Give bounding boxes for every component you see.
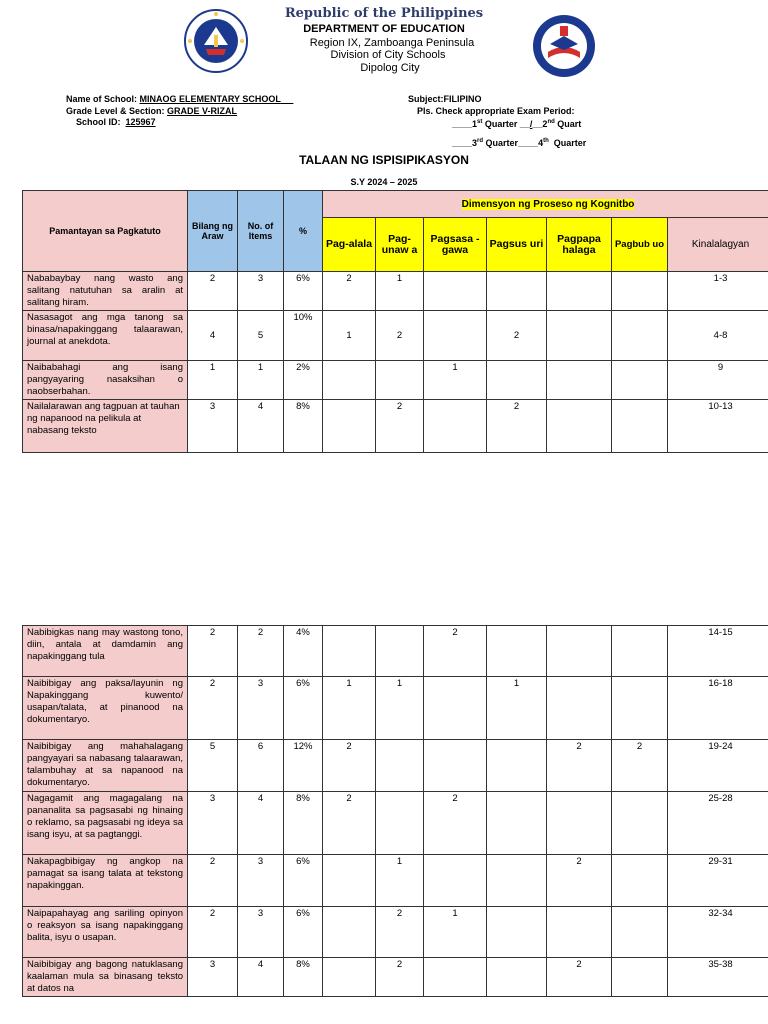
competency-cell: Nababaybay nang wasto ang salitang natutuhan sa aralin at salitang hiram. [23,272,188,311]
level-cell: 2 [376,311,424,361]
placement-cell: 16-18 [668,677,768,740]
placement-cell: 25-28 [668,792,768,855]
grade-section-value: GRADE V-RIZAL [167,106,238,116]
days-cell: 3 [188,792,238,855]
placement-cell: 32-34 [668,907,768,958]
percent-cell: 10% [284,311,323,361]
percent-cell: 6% [284,907,323,958]
level-cell: 1 [376,272,424,311]
header-level: Pagsasa -gawa [424,218,487,272]
header-level: Pag-unaw a [376,218,424,272]
header-percent: % [284,191,323,272]
level-cell: 2 [424,626,487,677]
competency-cell: Nagagamit ang magagalang na pananalita sa pagsasabi ng hinaing o reklamo, sa pagsasabi ng ideya sa isang isyu, at sa pagtanggi. [23,792,188,855]
level-cell: 1 [424,907,487,958]
tos-table-bottom [22,625,768,997]
table-row [23,907,768,958]
percent-cell: 12% [284,740,323,792]
level-cell: 2 [424,792,487,855]
competency-cell: Naipapahayag ang sariling opinyon o reaksyon sa isang napakinggang balita, isyu o usapan. [23,907,188,958]
level-cell: 2 [323,792,376,855]
region-line: Region IX, Zamboanga Peninsula [309,37,475,49]
level-cell [323,361,376,400]
school-name-value: MINAOG ELEMENTARY SCHOOL [139,94,281,104]
items-cell: 3 [238,677,284,740]
table-row [23,740,768,792]
days-cell: 2 [188,907,238,958]
header-days: Bilang ng Araw [188,191,238,272]
level-cell [612,272,668,311]
quarter-checklist-row2: ____3rd Quarter____4th Quarter [452,138,587,148]
level-cell [612,907,668,958]
level-cell [547,272,612,311]
level-cell [547,361,612,400]
days-cell: 1 [188,361,238,400]
level-cell: 1 [376,855,424,907]
level-cell [612,792,668,855]
percent-cell: 2% [284,361,323,400]
level-cell: 1 [487,677,547,740]
level-cell [424,677,487,740]
level-cell [612,361,668,400]
competency-cell: Naibibigay ang mahahalagang pangyayari sa nabasang talaarawan, talambuhay at sa napanood na dokumentaryo. [23,740,188,792]
percent-cell: 8% [284,792,323,855]
level-cell: 2 [487,400,547,453]
grade-section-label: Grade Level & Section: [66,106,165,116]
percent-cell: 6% [284,677,323,740]
school-id-line [76,117,156,128]
table-row [23,626,768,677]
school-year: S.Y 2024 – 2025 [350,177,418,187]
level-cell [487,740,547,792]
level-cell [487,855,547,907]
competency-cell: Naibibigay ang paksa/layunin ng Napakinggang kuwento/ usapan/talata, at pinanood na dokumentaryo. [23,677,188,740]
city-line: Dipolog City [360,62,420,74]
exam-period-label: Pls. Check appropriate Exam Period: [417,106,575,116]
header-level: Pagsus uri [487,218,547,272]
competency-cell: Nabibigkas nang may wastong tono, diin, antala at damdamin ang napakinggang tula [23,626,188,677]
items-cell: 4 [238,958,284,997]
school-name-line [66,94,293,105]
days-cell: 2 [188,272,238,311]
percent-cell: 8% [284,958,323,997]
level-cell: 2 [547,855,612,907]
competency-cell: Naibabahagi ang isang pangyayaring nasaksihan o naobserbahan. [23,361,188,400]
level-cell [547,311,612,361]
items-cell: 5 [238,311,284,361]
level-cell [424,272,487,311]
level-cell [547,626,612,677]
level-cell [376,361,424,400]
days-cell: 3 [188,958,238,997]
level-cell [376,626,424,677]
header-items: No. of Items [238,191,284,272]
level-cell [487,907,547,958]
level-cell [323,958,376,997]
items-cell: 4 [238,400,284,453]
level-cell [424,311,487,361]
level-cell [424,958,487,997]
header-dimension-text: Dimensyon ng Proseso ng Kognitbo [461,198,635,210]
level-cell [376,792,424,855]
placement-cell: 4-8 [668,311,768,361]
header-level: Pagpapa halaga [547,218,612,272]
header-level: Pag-alala [323,218,376,272]
days-cell: 4 [188,311,238,361]
level-cell: 2 [376,958,424,997]
level-cell [323,626,376,677]
school-id-label: School ID: [76,117,121,127]
placement-cell: 10-13 [668,400,768,453]
table-row [23,855,768,907]
level-cell: 2 [376,907,424,958]
department-heading: DEPARTMENT OF EDUCATION [303,23,465,35]
level-cell: 2 [612,740,668,792]
level-cell: 2 [323,740,376,792]
page-title: TALAAN NG ISPISIPIKASYON [299,153,469,167]
level-cell: 1 [323,311,376,361]
table-row [23,272,768,311]
level-cell [612,855,668,907]
days-cell: 2 [188,626,238,677]
table-row [23,792,768,855]
items-cell: 3 [238,855,284,907]
level-cell: 1 [376,677,424,740]
republic-heading: Republic of the Philippines [284,6,484,21]
percent-cell: 6% [284,855,323,907]
placement-cell: 29-31 [668,855,768,907]
placement-cell: 9 [668,361,768,400]
tos-table-top [22,190,768,453]
placement-cell: 14-15 [668,626,768,677]
placement-cell: 19-24 [668,740,768,792]
items-cell: 6 [238,740,284,792]
school-name-label: Name of School: [66,94,138,104]
items-cell: 3 [238,272,284,311]
percent-cell: 8% [284,400,323,453]
level-cell: 2 [547,958,612,997]
level-cell [424,740,487,792]
header-dimension [323,191,768,218]
items-cell: 3 [238,907,284,958]
level-cell [323,400,376,453]
level-cell: 2 [376,400,424,453]
table-row [23,958,768,997]
percent-cell: 6% [284,272,323,311]
table-row [23,361,768,400]
level-cell [376,740,424,792]
days-cell: 2 [188,677,238,740]
level-cell: 2 [487,311,547,361]
competency-cell: Nasasagot ang mga tanong sa binasa/napakinggang talaarawan, journal at anekdota. [23,311,188,361]
level-cell: 1 [323,677,376,740]
level-cell [547,907,612,958]
level-cell [547,677,612,740]
school-id-value: 125967 [125,117,156,127]
level-cell [547,400,612,453]
percent-cell: 4% [284,626,323,677]
items-cell: 1 [238,361,284,400]
level-cell [612,400,668,453]
level-cell [612,677,668,740]
header-level: Pagbub uo [612,218,668,272]
items-cell: 2 [238,626,284,677]
days-cell: 5 [188,740,238,792]
level-cell [487,272,547,311]
table-row [23,311,768,361]
level-cell [547,792,612,855]
level-cell [612,311,668,361]
level-cell [487,792,547,855]
competency-cell: Naibibigay ang bagong natuklasang kaalaman mula sa binasang teksto at datos na [23,958,188,997]
competency-cell: Nailalarawan ang tagpuan at tauhan ng napanood na pelikula at nabasang teksto [23,400,188,453]
placement-cell: 1-3 [668,272,768,311]
level-cell [424,855,487,907]
table-row [23,677,768,740]
level-cell: 2 [323,272,376,311]
level-cell [424,400,487,453]
header-placement: Kinalalagyan [668,218,768,272]
grade-section-line [66,106,237,117]
level-cell [487,958,547,997]
level-cell [323,855,376,907]
level-cell: 1 [424,361,487,400]
days-cell: 3 [188,400,238,453]
competency-cell: Nakapagbibigay ng angkop na pamagat sa isang talata at tekstong napakinggan. [23,855,188,907]
days-cell: 2 [188,855,238,907]
subject-line: Subject:FILIPINO [408,94,482,104]
quarter-checklist-row1: ____1st Quarter __/__2nd Quart [452,119,582,129]
level-cell [612,958,668,997]
level-cell: 2 [547,740,612,792]
placement-cell: 35-38 [668,958,768,997]
items-cell: 4 [238,792,284,855]
level-cell [487,361,547,400]
division-line: Division of City Schools [330,49,446,61]
level-cell [487,626,547,677]
header-competency: Pamantayan sa Pagkatuto [23,191,188,272]
level-cell [323,907,376,958]
level-cell [612,626,668,677]
table-row [23,400,768,453]
